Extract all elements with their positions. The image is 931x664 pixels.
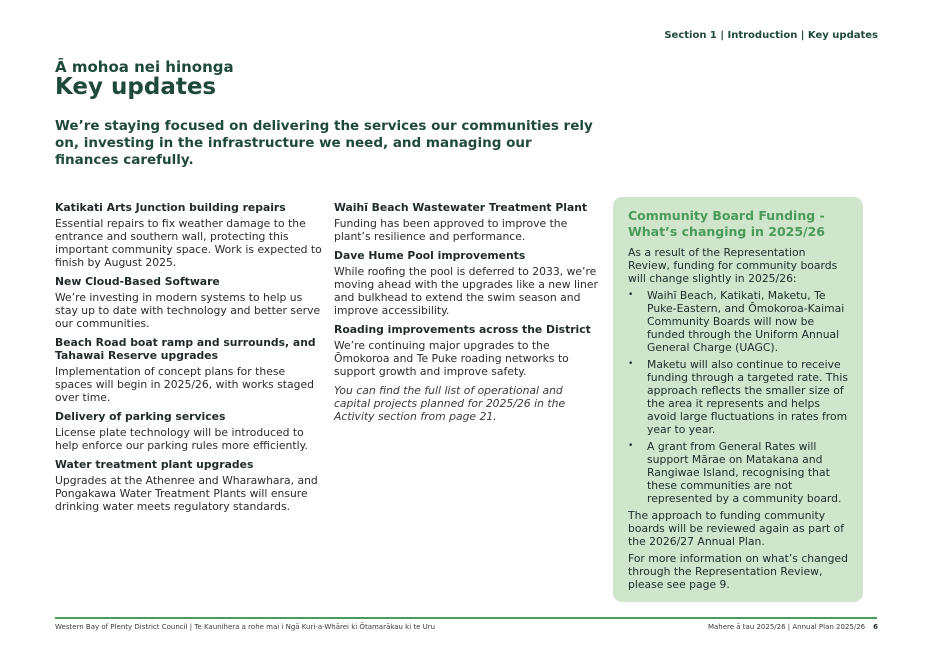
update-heading: Roading improvements across the District (334, 323, 591, 336)
update-heading: Delivery of parking services (55, 410, 226, 423)
list-item-text: Waihī Beach, Katikati, Maketu, Te Puke-Eastern, and Ōmokoroa-Kaimai Community Boards will now be funded through the Uniform Annual General Charge (UAGC). (647, 289, 845, 354)
footer-plan-title: Mahere ā tau 2025/26 | Annual Plan 2025/26 (707, 623, 866, 631)
list-item (628, 358, 849, 436)
list-item (628, 440, 849, 505)
update-item (55, 458, 323, 513)
footer-document-info (708, 623, 878, 631)
bullet-icon: • (628, 290, 634, 300)
footer-council-name: Western Bay of Plenty District Council | Te Kaunihera a rohe mai i Ngā Kuri-a-Whārei ki Ōtamarākau ki te Uru (55, 623, 436, 631)
update-body: License plate technology will be introduced to help enforce our parking rules more efficiently. (55, 426, 308, 452)
bullet-icon: • (628, 441, 634, 451)
update-item (55, 336, 323, 404)
update-body: While roofing the pool is deferred to 2033, we’re moving ahead with the upgrades like a new liner and bulkhead to extend the swim season and improve accessibility. (334, 265, 598, 317)
footer-divider (55, 617, 877, 619)
update-body: Implementation of concept plans for these spaces will begin in 2025/26, with works staged over time. (55, 365, 314, 404)
list-item (628, 289, 849, 354)
update-item (334, 249, 602, 317)
page-number: 6 (873, 623, 878, 631)
panel-closing-text: The approach to funding community boards will be reviewed again as part of the 2026/27 Annual Plan. (628, 509, 845, 548)
update-heading: Waihī Beach Wastewater Treatment Plant (334, 201, 588, 214)
panel-closing-text: For more information on what’s changed through the Representation Review, please see page 9. (628, 552, 848, 591)
intro-statement: We’re staying focused on delivering the services our communities rely on, investing in the infrastructure we need, and managing our finances carefully. (55, 118, 593, 168)
updates-column-1 (55, 201, 323, 519)
panel-intro: As a result of the Representation Review, funding for community boards will change slightly in 2025/26: (628, 246, 838, 285)
list-item-text: A grant from General Rates will support Mārae on Matakana and Rangiwae Island, recognising that these communities are not represented by a community board. (647, 440, 842, 505)
page-subtitle-maori: Ā mohoa nei hinonga (55, 58, 234, 76)
breadcrumb: Section 1 | Introduction | Key updates (664, 30, 878, 41)
update-heading: Water treatment plant upgrades (55, 458, 254, 471)
update-heading: Katikati Arts Junction building repairs (55, 201, 286, 214)
bullet-icon: • (628, 359, 634, 369)
panel-title: Community Board Funding - What’s changing in 2025/26 (628, 208, 825, 239)
updates-column-2 (334, 201, 602, 423)
update-item (55, 201, 323, 269)
update-heading: New Cloud-Based Software (55, 275, 220, 288)
page-title: Key updates (55, 74, 217, 100)
update-item (334, 323, 602, 378)
update-body: Essential repairs to fix weather damage to the entrance and southern wall, protecting this important community space. Work is expected to finish by August 2025. (55, 217, 322, 269)
update-body: We’re investing in modern systems to help us stay up to date with technology and better serve our communities. (55, 291, 321, 330)
panel-bullet-list (628, 289, 849, 505)
update-heading: Dave Hume Pool improvements (334, 249, 526, 262)
projects-reference-note: You can find the full list of operational and capital projects planned for 2025/26 in the Activity section from page 21. (334, 384, 566, 423)
update-item (334, 201, 602, 243)
update-body: Upgrades at the Athenree and Wharawhara, and Pongakawa Water Treatment Plants will ensure drinking water meets regulatory standards. (55, 474, 318, 513)
list-item-text: Maketu will also continue to receive funding through a targeted rate. This approach reflects the smaller size of the area it represents and helps avoid large fluctuations in rates from year to year. (647, 358, 848, 436)
update-body: We’re continuing major upgrades to the Ōmokoroa and Te Puke roading networks to support growth and improve safety. (334, 339, 569, 378)
update-item (55, 410, 323, 452)
update-item (55, 275, 323, 330)
community-board-funding-panel (613, 197, 863, 602)
update-body: Funding has been approved to improve the plant’s resilience and performance. (334, 217, 568, 243)
update-heading: Beach Road boat ramp and surrounds, and Tahawai Reserve upgrades (55, 336, 316, 362)
